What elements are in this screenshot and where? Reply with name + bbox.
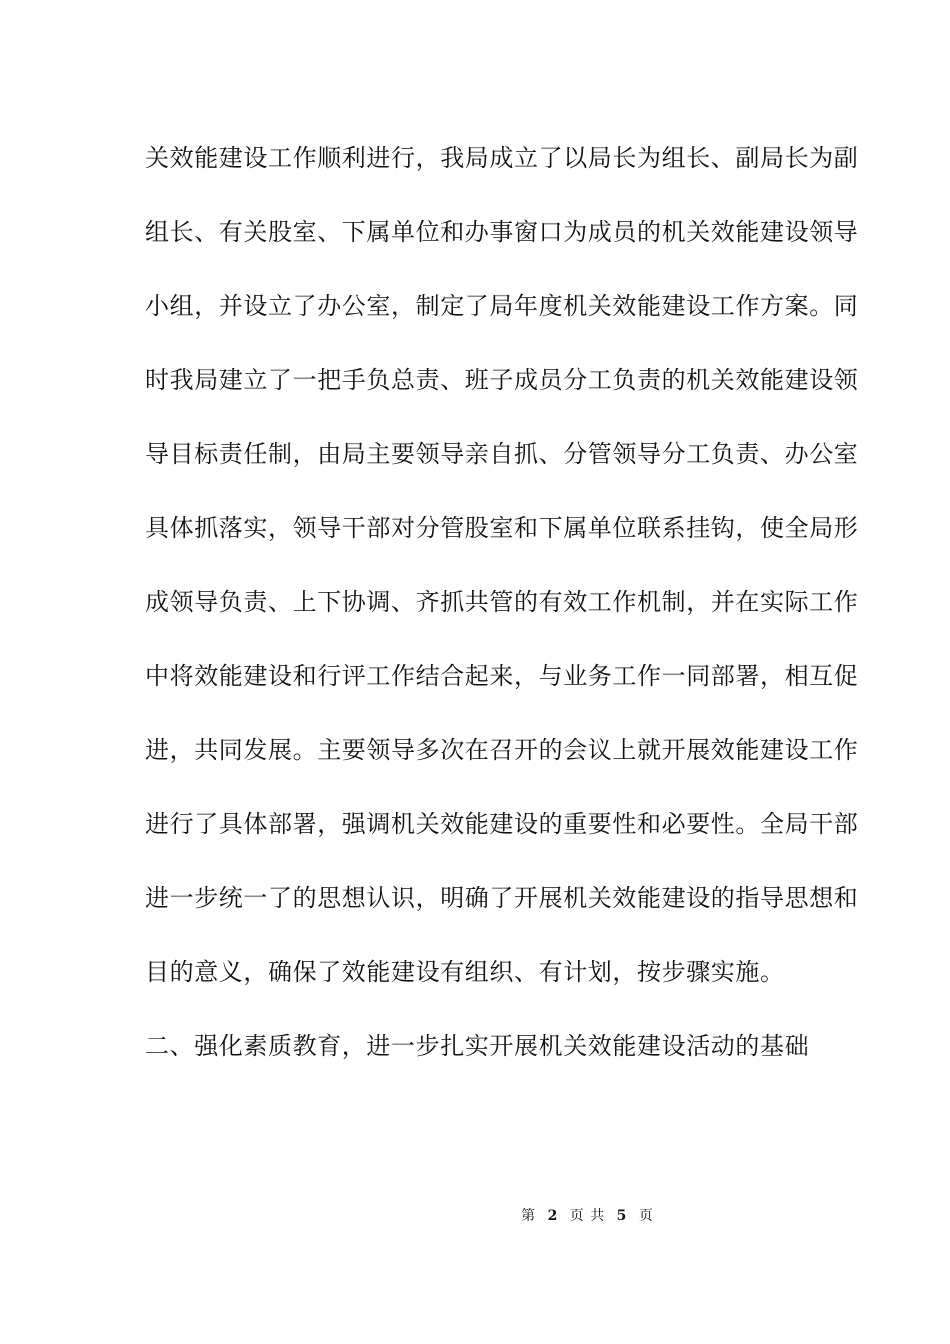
text-line: 中将效能建设和行评工作结合起来，与业务工作一同部署，相互促 [145, 662, 859, 690]
document-body [145, 136, 859, 1098]
text-line: 进行了具体部署，强调机关效能建设的重要性和必要性。全局干部 [145, 810, 859, 838]
text-line: 成领导负责、上下协调、齐抓共管的有效工作机制，并在实际工作 [145, 588, 859, 616]
total-page-count: 5 [616, 1208, 628, 1224]
text-line: 小组，并设立了办公室，制定了局年度机关效能建设工作方案。同 [145, 292, 859, 320]
current-page-number: 2 [547, 1208, 559, 1224]
text-line: 时我局建立了一把手负总责、班子成员分工负责的机关效能建设领 [145, 366, 859, 394]
text-line: 目的意义，确保了效能建设有组织、有计划，按步骤实施。 [145, 958, 785, 986]
text-line: 组长、有关股室、下属单位和办事窗口为成员的机关效能建设领导 [145, 218, 859, 246]
page-footer [0, 1205, 950, 1225]
text-line: 进一步统一了的思想认识，明确了开展机关效能建设的指导思想和 [145, 884, 859, 912]
footer-suffix: 页 [638, 1208, 654, 1224]
text-line: 关效能建设工作顺利进行，我局成立了以局长为组长、副局长为副 [145, 144, 859, 172]
text-line: 进，共同发展。主要领导多次在召开的会议上就开展效能建设工作 [145, 736, 859, 764]
text-line: 具体抓落实，领导干部对分管股室和下属单位联系挂钩，使全局形 [145, 514, 859, 542]
footer-middle: 页 共 [569, 1208, 606, 1224]
section-heading: 二、强化素质教育，进一步扎实开展机关效能建设活动的基础 [145, 1032, 810, 1060]
footer-prefix: 第 [521, 1208, 537, 1224]
text-line: 导目标责任制，由局主要领导亲自抓、分管领导分工负责、办公室 [145, 440, 859, 468]
